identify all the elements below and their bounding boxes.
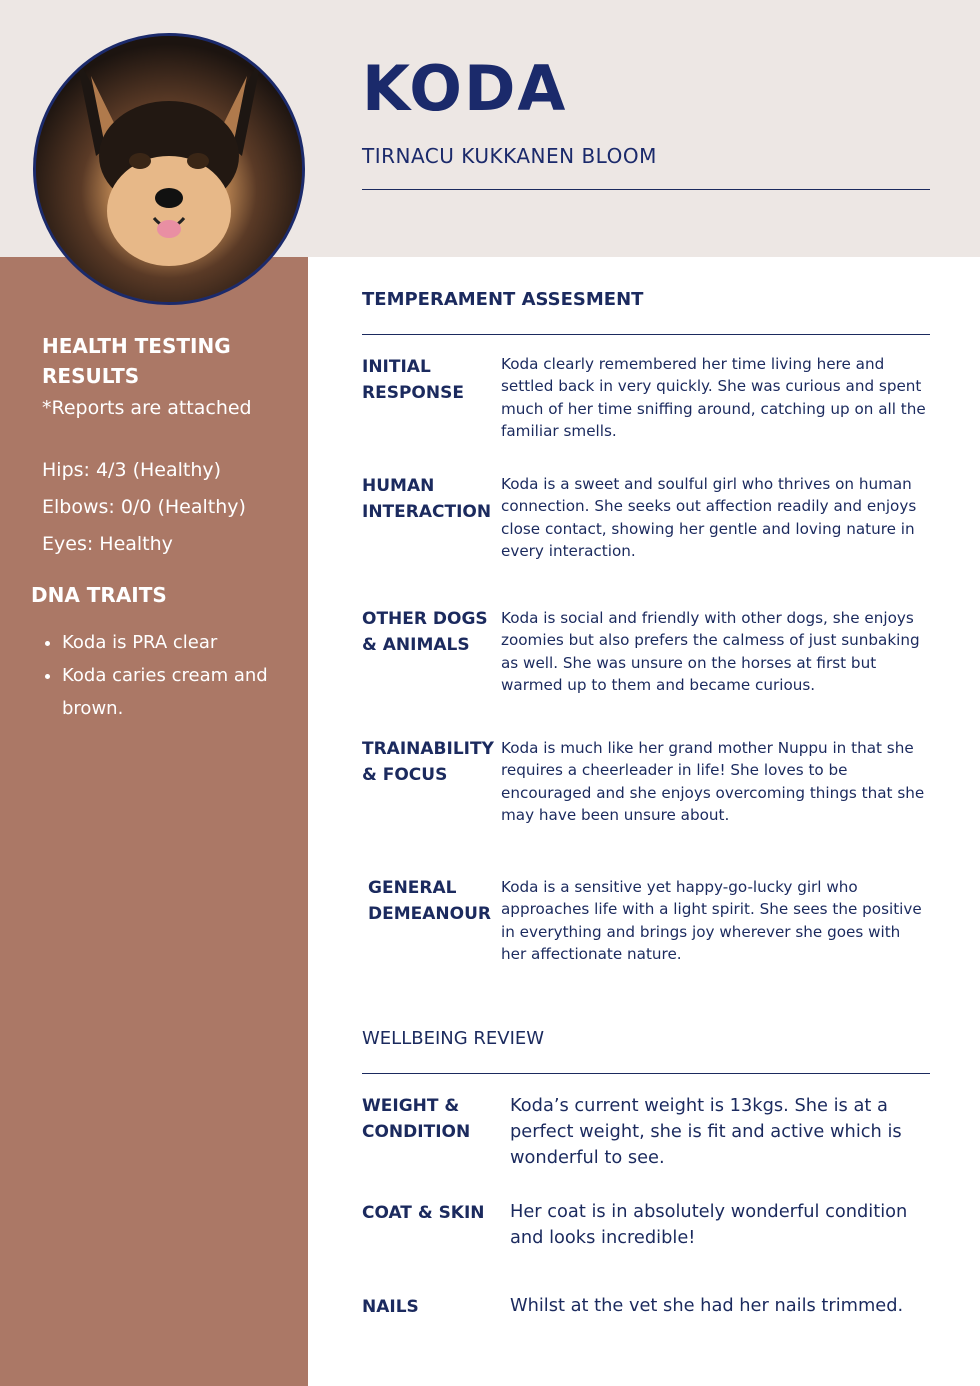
dog-portrait-icon	[36, 36, 302, 302]
temperament-text-other-dogs: Koda is social and friendly with other dogs, she enjoys zoomies but also prefers the calmess of just sunbaking as well. She was unsure on the horses at first but warmed up to them and became curious.	[501, 609, 920, 694]
temperament-divider	[362, 334, 930, 335]
reports-note: *Reports are attached	[42, 397, 252, 419]
temperament-label-other-dogs: OTHER DOGS & ANIMALS	[362, 609, 488, 655]
wellbeing-text-nails: Whilst at the vet she had her nails trimmed.	[510, 1295, 904, 1316]
temperament-label-trainability: TRAINABILITY & FOCUS	[362, 739, 494, 785]
hips-result: Hips: 4/3 (Healthy)	[42, 459, 222, 481]
sidebar-panel	[0, 257, 308, 1386]
wellbeing-text-weight: Koda’s current weight is 13kgs. She is at a perfect weight, she is fit and active which is wonderful to see.	[510, 1095, 902, 1168]
header-divider	[362, 189, 930, 190]
wellbeing-text-coat: Her coat is in absolutely wonderful condition and looks incredible!	[510, 1201, 908, 1248]
temperament-text-initial-response: Koda clearly remembered her time living here and settled back in very quickly. She was curious and spent much of her time sniffing around, catching up on all the familiar smells.	[501, 355, 926, 440]
temperament-text-trainability: Koda is much like her grand mother Nuppu in that she requires a cheerleader in life! She loves to be encouraged and she enjoys overcoming things that she may have been unsure about.	[501, 739, 925, 824]
wellbeing-label-coat: COAT & SKIN	[362, 1203, 485, 1223]
dog-photo	[33, 33, 305, 305]
registered-name: TIRNACU KUKKANEN BLOOM	[362, 144, 657, 168]
temperament-title: TEMPERAMENT ASSESMENT	[362, 289, 644, 310]
temperament-label-general-demeanour: GENERAL DEMEANOUR	[368, 878, 491, 924]
temperament-text-general-demeanour: Koda is a sensitive yet happy-go-lucky girl who approaches life with a light spirit. She sees the positive in everything and brings joy wherever she goes with her affectionate nature.	[501, 878, 922, 963]
elbows-result: Elbows: 0/0 (Healthy)	[42, 496, 246, 518]
dna-traits-list	[38, 626, 302, 725]
list-item: • Koda is PRA clear	[62, 626, 302, 659]
wellbeing-divider	[362, 1073, 930, 1074]
list-item: • Koda caries cream and brown.	[62, 659, 302, 725]
dna-traits-heading: DNA TRAITS	[31, 583, 167, 607]
temperament-label-human-interaction: HUMAN INTERACTION	[362, 476, 492, 522]
wellbeing-label-weight: WEIGHT & CONDITION	[362, 1096, 471, 1142]
temperament-text-human-interaction: Koda is a sweet and soulful girl who thrives on human connection. She seeks out affection readily and enjoys close contact, showing her gentle and loving nature in every interaction.	[501, 475, 917, 560]
temperament-label-initial-response: INITIAL RESPONSE	[362, 357, 464, 403]
eyes-result: Eyes: Healthy	[42, 533, 173, 555]
wellbeing-title: WELLBEING REVIEW	[362, 1028, 545, 1049]
dog-name: KODA	[362, 52, 568, 125]
health-testing-heading: HEALTH TESTING RESULTS	[42, 334, 231, 388]
wellbeing-label-nails: NAILS	[362, 1297, 419, 1317]
